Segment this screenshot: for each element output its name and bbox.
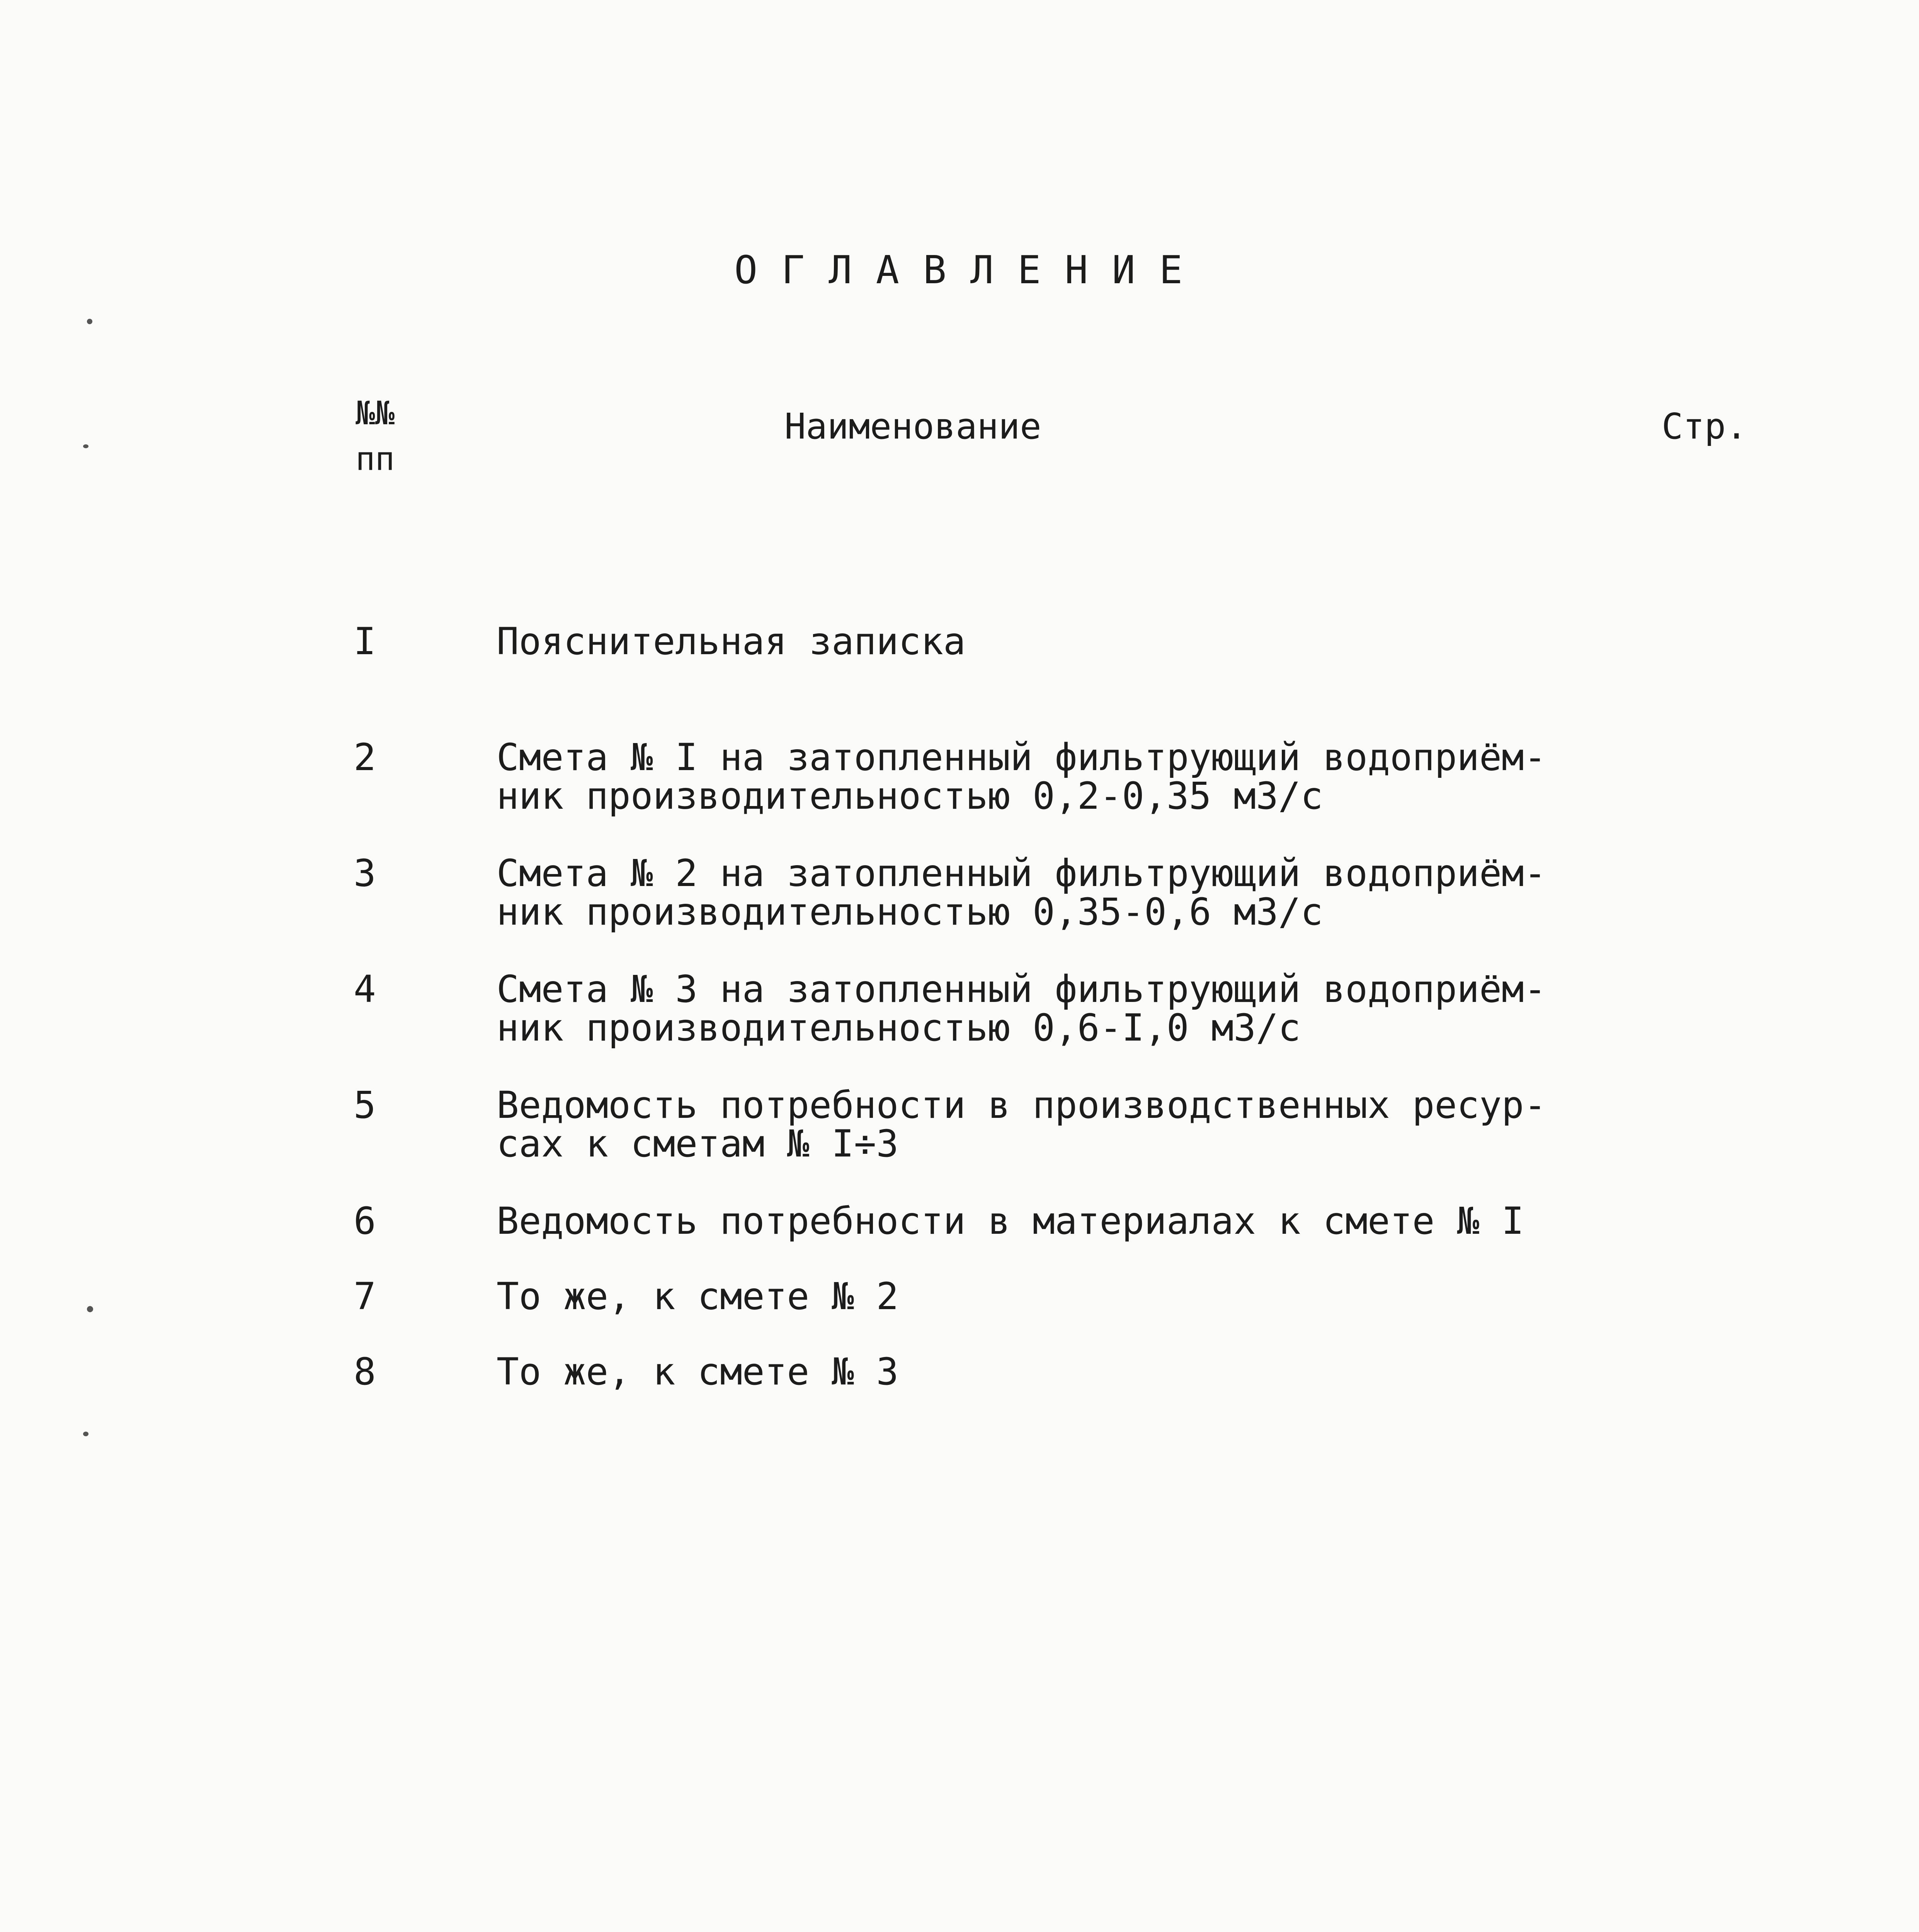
row-title: Смета № 2 на затопленный фильтрующий водоприём- ник производительностью 0,35-0,6 м3/с (497, 852, 1546, 934)
row-number: 6 (354, 1199, 376, 1243)
contents-list (0, 622, 1919, 1428)
row-number: 5 (354, 1083, 376, 1127)
column-header-name: Наименование (784, 406, 1041, 447)
row-title: Пояснительная записка (497, 620, 966, 663)
row-title: Ведомость потребности в производственных ресур- сах к сметам № I÷3 (497, 1083, 1546, 1165)
column-header-number-line2: пп (356, 440, 395, 478)
contents-row (0, 738, 1919, 854)
contents-row (0, 970, 1919, 1086)
column-header-number-line1: №№ (356, 394, 395, 432)
contents-row (0, 622, 1919, 738)
contents-row (0, 854, 1919, 970)
contents-row (0, 1199, 1919, 1277)
row-title: Смета № I на затопленный фильтрующий водоприём- ник производительностью 0,2-0,35 м3/с (497, 736, 1546, 818)
row-number: 4 (354, 968, 376, 1011)
contents-row (0, 1352, 1919, 1428)
row-number: 7 (354, 1275, 376, 1318)
row-title: То же, к смете № 2 (497, 1275, 899, 1318)
contents-row (0, 1277, 1919, 1352)
scan-speck (83, 444, 88, 448)
row-title: Смета № 3 на затопленный фильтрующий водоприём- ник производительностью 0,6-I,0 м3/с (497, 968, 1546, 1049)
row-number: I (354, 620, 376, 663)
row-number: 3 (354, 852, 376, 895)
scan-speck (87, 319, 92, 324)
contents-row (0, 1083, 1919, 1202)
row-number: 2 (354, 736, 376, 779)
row-title: Ведомость потребности в материалах к смете № I (497, 1199, 1524, 1243)
scan-speck (83, 1432, 88, 1436)
row-title: То же, к смете № 3 (497, 1350, 899, 1393)
row-number: 8 (354, 1350, 376, 1393)
page-title: ОГЛАВЛЕНИЕ (734, 247, 1207, 293)
column-header-number (356, 390, 395, 481)
column-header-page: Стр. (1662, 406, 1747, 447)
scan-speck (87, 1306, 93, 1312)
